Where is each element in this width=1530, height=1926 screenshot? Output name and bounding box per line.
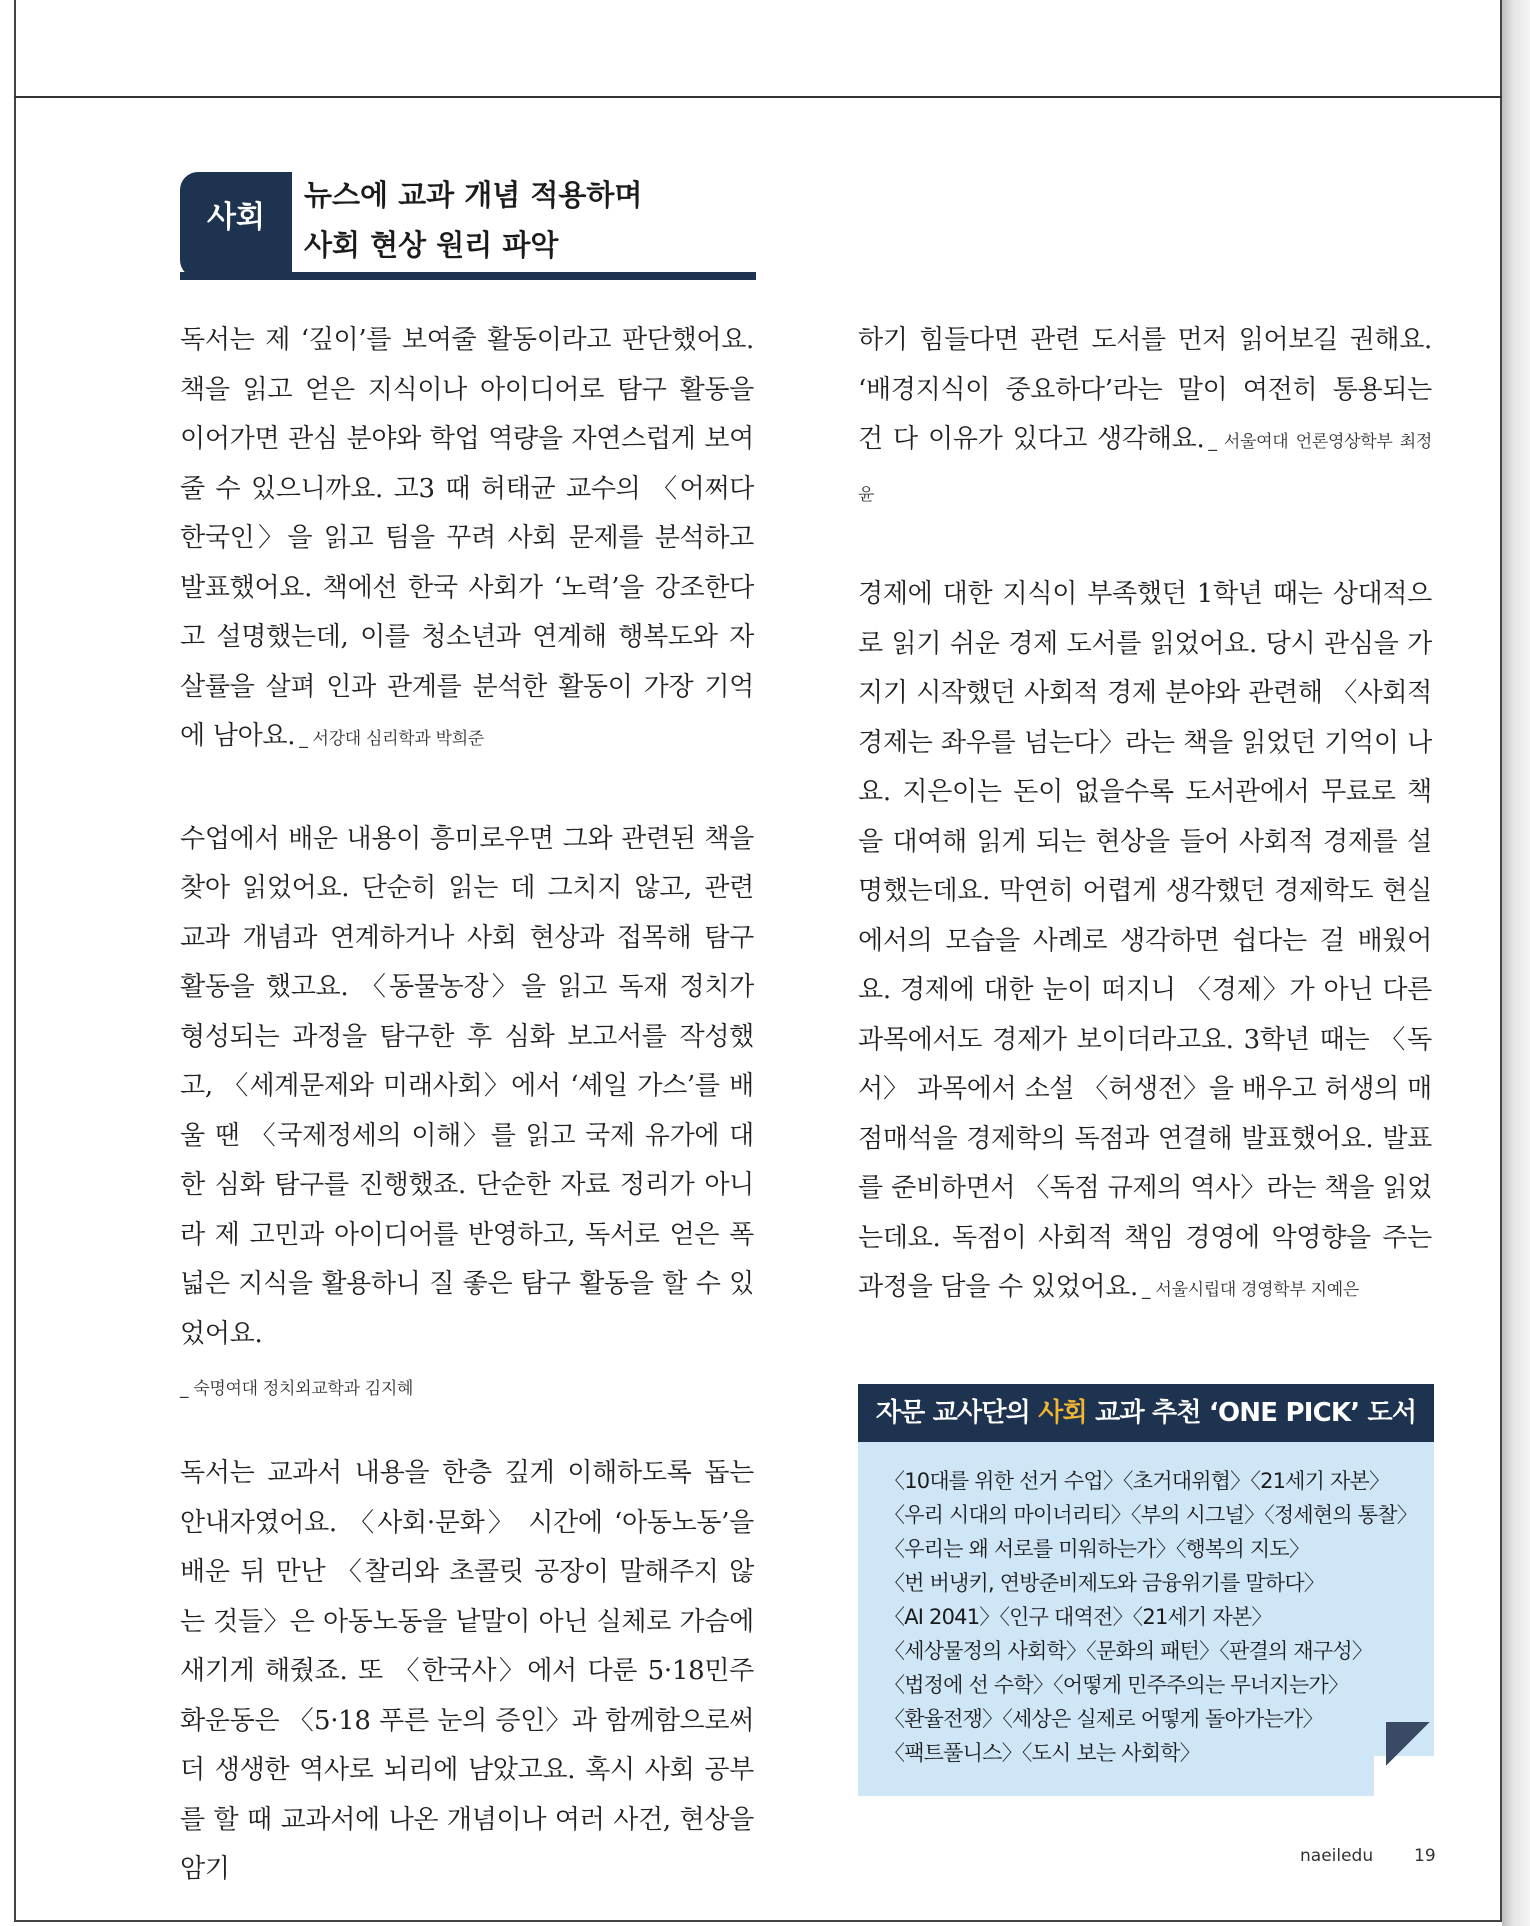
testimony-paragraph [858, 316, 1432, 520]
section-headline [304, 170, 774, 270]
testimony-credit: _ 서강대 심리학과 박희준 [299, 729, 484, 749]
recommended-books-box [858, 1384, 1434, 1796]
testimony-text: 하기 힘들다면 관련 도서를 먼저 읽어보길 권해요. ‘배경지식이 중요하다’라는 말이 여전히 통용되는 건 다 이유가 있다고 생각해요. [858, 325, 1432, 454]
testimony-text: 독서는 교과서 내용을 한층 깊게 이해하도록 돕는 안내자였어요. 〈사회·문화〉 시간에 ‘아동노동’을 배운 뒤 만난 〈찰리와 초콜릿 공장이 말해주지 않는 것들〉은 아동노동을 낱말이 아닌 실체로 가슴에 새기게 해줬죠. 또 〈한국사〉에서 다룬 5·18민주화운동은 〈5·18 푸른 눈의 증인〉과 함께함으로써 더 생생한 역사로 뇌리에 남았고요. 혹시 사회 공부를 할 때 교과서에 나온 개념이나 여러 사건, 현상을 암기 [180, 1458, 754, 1884]
top-rule [14, 96, 1502, 98]
right-column [858, 316, 1432, 1316]
book-list [884, 1464, 1424, 1770]
page-number: 19 [1414, 1846, 1436, 1866]
book-list-item: 〈우리 시대의 마이너리티〉〈부의 시그널〉〈정세현의 통찰〉 [884, 1503, 1417, 1527]
headline-line-1: 뉴스에 교과 개념 적용하며 [304, 178, 643, 212]
title-accent: 사회 [1038, 1398, 1087, 1428]
testimony-text: 경제에 대한 지식이 부족했던 1학년 때는 상대적으로 읽기 쉬운 경제 도서를 읽었어요. 당시 관심을 가지기 시작했던 사회적 경제 분야와 관련해 〈사회적 경제는 좌우를 넘는다〉라는 책을 읽었던 기억이 나요. 지은이는 돈이 없을수록 도서관에서 무료로 책을 대여해 읽게 되는 현상을 들어 사회적 경제를 설명했는데요. 막연히 어렵게 생각했던 경제학도 현실에서의 모습을 사례로 생각하면 쉽다는 걸 배웠어요. 경제에 대한 눈이 떠지니 〈경제〉가 아닌 다른 과목에서도 경제가 보이더라고요. 3학년 때는 〈독서〉 과목에서 소설 〈허생전〉을 배우고 허생의 매점매석을 경제학의 독점과 연결해 발표했어요. 발표를 준비하면서 〈독점 규제의 역사〉라는 책을 읽었는데요. 독점이 사회적 책임 경영에 악영향을 주는 과정을 담을 수 있었어요. [858, 579, 1432, 1302]
recommended-books-title: 자문 교사단의 사회 교과 추천 ‘ONE PICK’ 도서 [858, 1384, 1434, 1442]
left-column [180, 316, 754, 1895]
book-list-item: 〈번 버냉키, 연방준비제도와 금융위기를 말하다〉 [884, 1571, 1325, 1595]
testimony-paragraph [180, 815, 754, 1360]
book-list-item: 〈세상물정의 사회학〉〈문화의 패턴〉〈판결의 재구성〉 [884, 1639, 1373, 1663]
section-badge-label: 사회 [207, 200, 265, 235]
testimony-credit: _ 숙명여대 정치외교학과 김지혜 [180, 1379, 414, 1399]
testimony-paragraph [858, 570, 1432, 1316]
book-list-item: 〈환율전쟁〉〈세상은 실제로 어떻게 돌아가는가〉 [884, 1707, 1323, 1731]
testimony-paragraph [180, 316, 754, 765]
testimony-credit: _ 서울여대 언론영상학부 최정윤 [858, 432, 1432, 505]
page-edge-shadow [1502, 0, 1530, 1926]
book-list-item: 〈팩트풀니스〉〈도시 보는 사회학〉 [884, 1741, 1200, 1765]
header-underline [180, 272, 756, 280]
book-list-item: 〈우리는 왜 서로를 미워하는가〉〈행복의 지도〉 [884, 1537, 1310, 1561]
testimony-text: 독서는 제 ‘깊이’를 보여줄 활동이라고 판단했어요. 책을 읽고 얻은 지식이나 아이디어로 탐구 활동을 이어가면 관심 분야와 학업 역량을 자연스럽게 보여줄 수 있으니까요. 고3 때 허태균 교수의 〈어쩌다 한국인〉을 읽고 팀을 꾸려 사회 문제를 분석하고 발표했어요. 책에선 한국 사회가 ‘노력’을 강조한다고 설명했는데, 이를 청소년과 연계해 행복도와 자살률을 살펴 인과 관계를 분석한 활동이 가장 기억에 남아요. [180, 325, 754, 751]
testimony-credit: _ 서울시립대 경영학부 지예은 [1142, 1280, 1360, 1300]
headline-line-2: 사회 현상 원리 파악 [304, 228, 559, 262]
book-list-item: 〈AI 2041〉〈인구 대역전〉〈21세기 자본〉 [884, 1605, 1272, 1629]
page-curl-icon [1386, 1722, 1430, 1766]
section-badge [180, 172, 292, 278]
testimony-paragraph [180, 1449, 754, 1895]
footer-brand: naeiledu [1300, 1846, 1374, 1866]
testimony-text: 수업에서 배운 내용이 흥미로우면 그와 관련된 책을 찾아 읽었어요. 단순히 읽는 데 그치지 않고, 관련 교과 개념과 연계하거나 사회 현상과 접목해 탐구 활동을 했고요. 〈동물농장〉을 읽고 독재 정치가 형성되는 과정을 탐구한 후 심화 보고서를 작성했고, 〈세계문제와 미래사회〉에서 ‘셰일 가스’를 배울 땐 〈국제정세의 이해〉를 읽고 국제 유가에 대한 심화 탐구를 진행했죠. 단순한 자료 정리가 아니라 제 고민과 아이디어를 반영하고, 독서로 얻은 폭넓은 지식을 활용하니 질 좋은 탐구 활동을 할 수 있었어요. [180, 823, 754, 1349]
book-list-item: 〈법정에 선 수학〉〈어떻게 민주주의는 무너지는가〉 [884, 1673, 1349, 1697]
book-list-item: 〈10대를 위한 선거 수업〉〈초거대위협〉〈21세기 자본〉 [884, 1469, 1390, 1493]
